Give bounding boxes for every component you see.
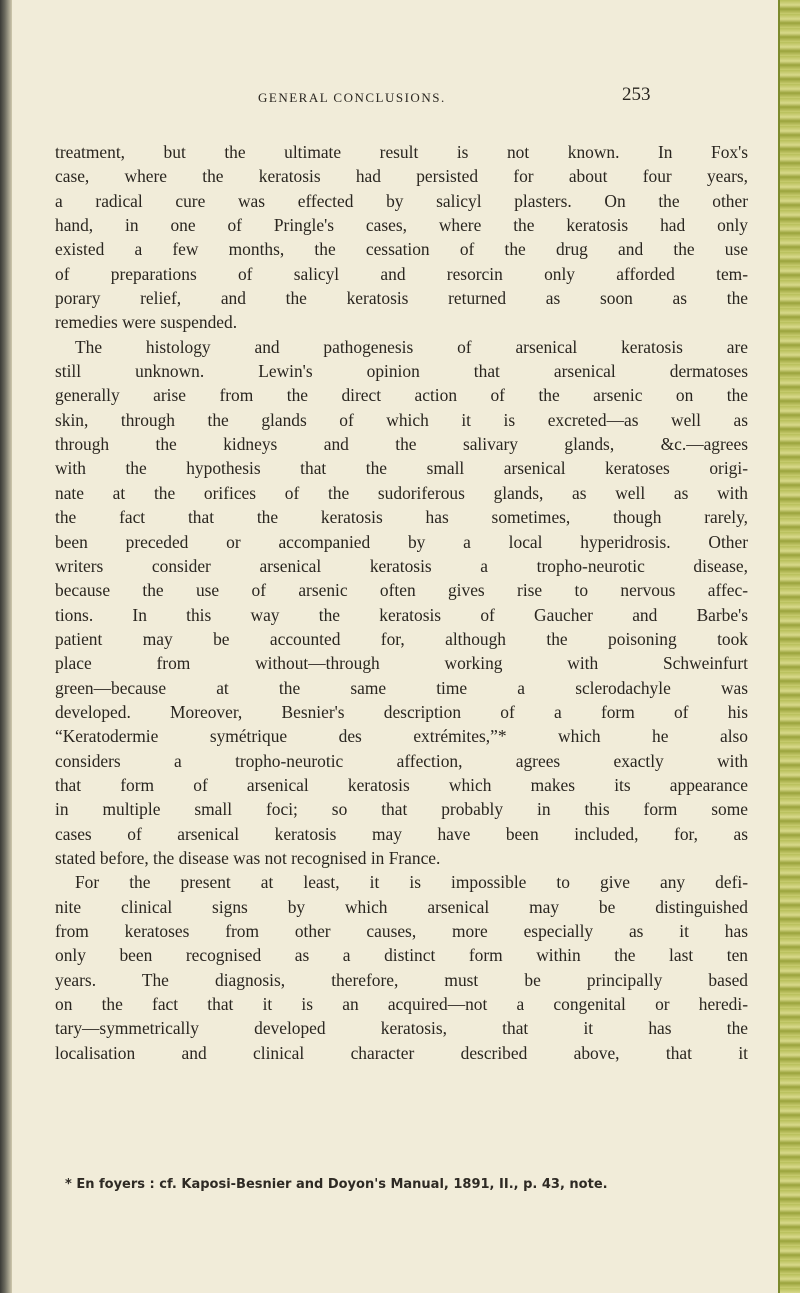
text-line: from keratoses from other causes, more especially as it has — [55, 921, 748, 941]
text-line: nate at the orifices of the sudoriferous glands, as well as with — [55, 482, 748, 503]
text-line: existed a few months, the cessation of the drug and the use — [55, 239, 748, 260]
page-edge — [778, 0, 800, 1293]
paragraph-end-line: stated before, the disease was not recognised in France. — [55, 847, 441, 868]
text-line: on the fact that it is an acquired—not a congenital or heredi- — [55, 994, 748, 1015]
paragraph-start-line: For the present at least, it is impossible to give any defi- — [75, 872, 748, 893]
text-line: developed. Moreover, Besnier's description of a form of his — [55, 701, 748, 722]
text-line: been preceded or accompanied by a local hyperidrosis. Other — [55, 531, 748, 552]
body-text — [55, 140, 748, 1065]
page-number: 253 — [622, 84, 651, 105]
text-line: generally arise from the direct action of the arsenic on the — [55, 385, 748, 406]
text-line: patient may be accounted for, although the poisoning took — [55, 628, 748, 649]
text-line: because the use of arsenic often gives rise to nervous affec- — [55, 580, 748, 601]
text-line: considers a tropho-neurotic affection, agrees exactly with — [55, 750, 748, 771]
footnote: * En foyers : cf. Kaposi-Besnier and Doyon's Manual, 1891, II., p. 43, note. — [65, 1177, 608, 1192]
text-line: nite clinical signs by which arsenical may be distinguished — [55, 896, 748, 917]
text-line: years. The diagnosis, therefore, must be principally based — [55, 969, 748, 990]
text-line: the fact that the keratosis has sometimes, though rarely, — [55, 507, 748, 528]
running-head — [0, 84, 778, 114]
text-line: only been recognised as a distinct form within the last ten — [55, 945, 748, 966]
text-line: that form of arsenical keratosis which makes its appearance — [55, 774, 748, 795]
text-line: through the kidneys and the salivary glands, &c.—agrees — [55, 434, 748, 455]
text-line: in multiple small foci; so that probably in this form some — [55, 799, 748, 820]
text-line: of preparations of salicyl and resorcin only afforded tem- — [55, 263, 748, 284]
text-line: cases of arsenical keratosis may have been included, for, as — [55, 823, 748, 844]
text-line: porary relief, and the keratosis returned as soon as the — [55, 288, 748, 309]
text-line: tions. In this way the keratosis of Gaucher and Barbe's — [55, 604, 748, 625]
text-line: place from without—through working with Schweinfurt — [55, 653, 748, 674]
text-line: tary—symmetrically developed keratosis, that it has the — [55, 1018, 748, 1039]
text-line: a radical cure was effected by salicyl plasters. On the other — [55, 190, 748, 211]
text-line: hand, in one of Pringle's cases, where the keratosis had only — [55, 215, 748, 236]
text-line: still unknown. Lewin's opinion that arsenical dermatoses — [55, 361, 748, 382]
text-line: green—because at the same time a sclerodachyle was — [55, 677, 748, 698]
text-line: with the hypothesis that the small arsenical keratoses origi- — [55, 458, 748, 479]
paragraph-start-line: The histology and pathogenesis of arsenical keratosis are — [75, 336, 748, 357]
text-line: localisation and clinical character described above, that it — [55, 1042, 748, 1063]
text-line: “Keratodermie symétrique des extrémites,”* which he also — [55, 726, 748, 747]
running-head-title: GENERAL CONCLUSIONS. — [258, 90, 446, 105]
text-line: writers consider arsenical keratosis a tropho-neurotic disease, — [55, 555, 748, 576]
paragraph-end-line: remedies were suspended. — [55, 312, 238, 333]
book-spine-shadow — [0, 0, 12, 1293]
text-line: case, where the keratosis had persisted for about four years, — [55, 166, 748, 187]
text-line: skin, through the glands of which it is excreted—as well as — [55, 409, 748, 430]
text-line: treatment, but the ultimate result is not known. In Fox's — [55, 142, 748, 162]
